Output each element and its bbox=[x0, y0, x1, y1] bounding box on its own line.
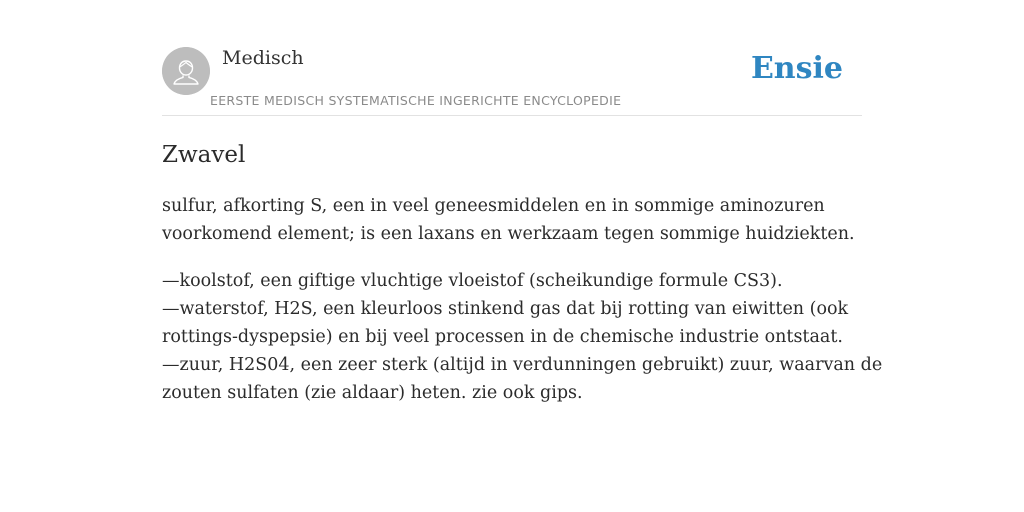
text-line: —waterstof, H2S, een kleurloos stinkend gas dat bij rotting van eiwitten (ook bbox=[162, 299, 849, 319]
author-name-link[interactable]: Medisch bbox=[222, 47, 304, 69]
entry-title: Zwavel bbox=[162, 142, 246, 168]
text-line: —koolstof, een giftige vluchtige vloeistof (scheikundige formule CS3). bbox=[162, 271, 783, 291]
text-line: sulfur, afkorting S, een in veel geneesmiddelen en in sommige aminozuren bbox=[162, 196, 825, 216]
text-line: rottings-dyspepsie) en bij veel processen in de chemische industrie ontstaat. bbox=[162, 327, 843, 347]
user-silhouette-icon bbox=[162, 47, 210, 95]
text-line: zouten sulfaten (zie aldaar) heten. zie ook gips. bbox=[162, 383, 583, 403]
header bbox=[162, 0, 862, 116]
author-avatar[interactable] bbox=[162, 47, 210, 95]
text-line: voorkomend element; is een laxans en werkzaam tegen sommige huidziekten. bbox=[162, 224, 855, 244]
page bbox=[162, 0, 883, 403]
entry-paragraph bbox=[162, 192, 862, 248]
author-tagline: EERSTE MEDISCH SYSTEMATISCHE INGERICHTE ENCYCLOPEDIE bbox=[210, 93, 622, 108]
ensie-logo-link[interactable]: Ensie bbox=[750, 51, 843, 86]
entry-paragraph bbox=[162, 267, 883, 407]
entry-body bbox=[162, 192, 883, 426]
text-line: —zuur, H2S04, een zeer sterk (altijd in verdunningen gebruikt) zuur, waarvan de bbox=[162, 355, 883, 375]
